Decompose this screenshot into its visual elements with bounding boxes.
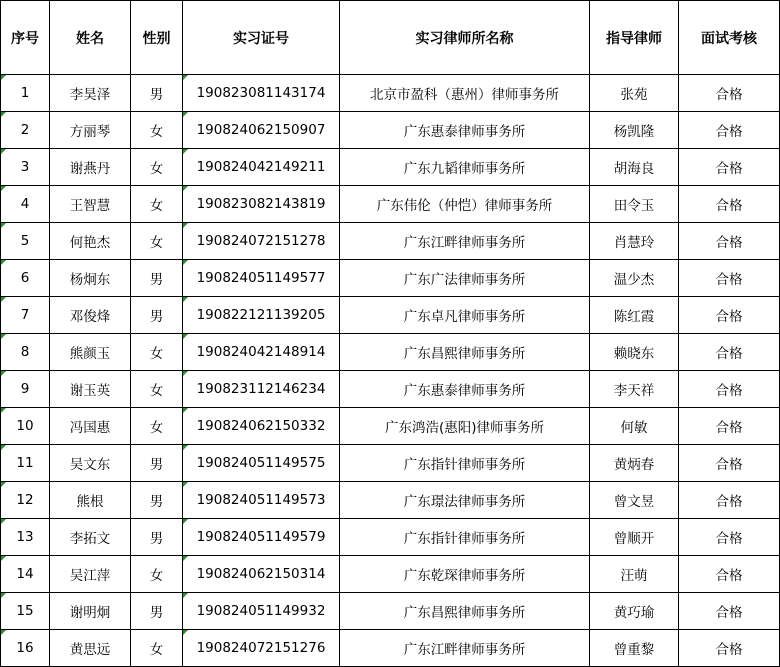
cell-certificate-number: 190824042149211 bbox=[183, 149, 340, 186]
cell-interview-result: 合格 bbox=[679, 593, 780, 630]
cell-gender: 男 bbox=[131, 297, 183, 334]
cell-law-firm: 广东江畔律师事务所 bbox=[340, 223, 590, 260]
cell-law-firm: 广东广法律师事务所 bbox=[340, 260, 590, 297]
cell-name: 杨炯东 bbox=[50, 260, 131, 297]
cell-law-firm: 广东九韬律师事务所 bbox=[340, 149, 590, 186]
cell-supervising-lawyer: 李天祥 bbox=[590, 371, 679, 408]
cell-name: 邓俊烽 bbox=[50, 297, 131, 334]
cell-law-firm: 广东昌熙律师事务所 bbox=[340, 593, 590, 630]
cell-interview-result: 合格 bbox=[679, 556, 780, 593]
cell-supervising-lawyer: 胡海良 bbox=[590, 149, 679, 186]
table-row bbox=[1, 186, 780, 223]
cell-certificate-number: 190824042148914 bbox=[183, 334, 340, 371]
cell-name: 李拓文 bbox=[50, 519, 131, 556]
cell-name: 方丽琴 bbox=[50, 112, 131, 149]
cell-interview-result: 合格 bbox=[679, 334, 780, 371]
cell-index: 7 bbox=[1, 297, 50, 334]
cell-law-firm: 广东指针律师事务所 bbox=[340, 519, 590, 556]
cell-certificate-number: 190824051149932 bbox=[183, 593, 340, 630]
cell-index: 9 bbox=[1, 371, 50, 408]
table-row bbox=[1, 334, 780, 371]
cell-supervising-lawyer: 杨凯隆 bbox=[590, 112, 679, 149]
cell-name: 黄思远 bbox=[50, 630, 131, 667]
cell-interview-result: 合格 bbox=[679, 482, 780, 519]
cell-gender: 女 bbox=[131, 112, 183, 149]
cell-index: 10 bbox=[1, 408, 50, 445]
cell-gender: 女 bbox=[131, 186, 183, 223]
table-row bbox=[1, 260, 780, 297]
cell-gender: 男 bbox=[131, 445, 183, 482]
header-law-firm: 实习律师所名称 bbox=[340, 1, 590, 75]
cell-supervising-lawyer: 黄炳春 bbox=[590, 445, 679, 482]
cell-interview-result: 合格 bbox=[679, 445, 780, 482]
cell-interview-result: 合格 bbox=[679, 186, 780, 223]
table-row bbox=[1, 445, 780, 482]
cell-name: 何艳杰 bbox=[50, 223, 131, 260]
cell-law-firm: 广东江畔律师事务所 bbox=[340, 630, 590, 667]
table-row bbox=[1, 371, 780, 408]
cell-certificate-number: 190822121139205 bbox=[183, 297, 340, 334]
cell-name: 吴江萍 bbox=[50, 556, 131, 593]
cell-supervising-lawyer: 陈红霞 bbox=[590, 297, 679, 334]
cell-gender: 男 bbox=[131, 482, 183, 519]
cell-supervising-lawyer: 田令玉 bbox=[590, 186, 679, 223]
cell-index: 1 bbox=[1, 75, 50, 112]
cell-certificate-number: 190824072151276 bbox=[183, 630, 340, 667]
cell-name: 谢玉英 bbox=[50, 371, 131, 408]
header-name: 姓名 bbox=[50, 1, 131, 75]
cell-law-firm: 广东惠泰律师事务所 bbox=[340, 112, 590, 149]
cell-supervising-lawyer: 曾文昱 bbox=[590, 482, 679, 519]
cell-gender: 女 bbox=[131, 630, 183, 667]
cell-certificate-number: 190824051149579 bbox=[183, 519, 340, 556]
cell-certificate-number: 190824051149575 bbox=[183, 445, 340, 482]
table-row bbox=[1, 149, 780, 186]
cell-name: 王智慧 bbox=[50, 186, 131, 223]
cell-certificate-number: 190823081143174 bbox=[183, 75, 340, 112]
cell-certificate-number: 190824062150314 bbox=[183, 556, 340, 593]
cell-law-firm: 广东昌熙律师事务所 bbox=[340, 334, 590, 371]
cell-law-firm: 广东鸿浩(惠阳)律师事务所 bbox=[340, 408, 590, 445]
cell-name: 谢燕丹 bbox=[50, 149, 131, 186]
cell-index: 8 bbox=[1, 334, 50, 371]
cell-supervising-lawyer: 肖慧玲 bbox=[590, 223, 679, 260]
cell-interview-result: 合格 bbox=[679, 519, 780, 556]
cell-supervising-lawyer: 黄巧瑜 bbox=[590, 593, 679, 630]
cell-interview-result: 合格 bbox=[679, 371, 780, 408]
cell-index: 3 bbox=[1, 149, 50, 186]
cell-name: 吴文东 bbox=[50, 445, 131, 482]
table-row bbox=[1, 297, 780, 334]
cell-gender: 男 bbox=[131, 75, 183, 112]
cell-interview-result: 合格 bbox=[679, 408, 780, 445]
cell-law-firm: 广东指针律师事务所 bbox=[340, 445, 590, 482]
cell-certificate-number: 190824072151278 bbox=[183, 223, 340, 260]
cell-index: 4 bbox=[1, 186, 50, 223]
cell-certificate-number: 190824062150907 bbox=[183, 112, 340, 149]
cell-certificate-number: 190823112146234 bbox=[183, 371, 340, 408]
cell-law-firm: 北京市盈科（惠州）律师事务所 bbox=[340, 75, 590, 112]
cell-gender: 女 bbox=[131, 223, 183, 260]
header-index: 序号 bbox=[1, 1, 50, 75]
table-row bbox=[1, 519, 780, 556]
cell-name: 冯国惠 bbox=[50, 408, 131, 445]
table-body bbox=[1, 75, 780, 667]
cell-interview-result: 合格 bbox=[679, 75, 780, 112]
cell-interview-result: 合格 bbox=[679, 223, 780, 260]
cell-index: 13 bbox=[1, 519, 50, 556]
cell-index: 2 bbox=[1, 112, 50, 149]
cell-index: 6 bbox=[1, 260, 50, 297]
cell-gender: 男 bbox=[131, 519, 183, 556]
cell-law-firm: 广东惠泰律师事务所 bbox=[340, 371, 590, 408]
cell-supervising-lawyer: 何敏 bbox=[590, 408, 679, 445]
cell-interview-result: 合格 bbox=[679, 149, 780, 186]
table-row bbox=[1, 75, 780, 112]
cell-gender: 女 bbox=[131, 334, 183, 371]
header-gender: 性别 bbox=[131, 1, 183, 75]
cell-law-firm: 广东乾琛律师事务所 bbox=[340, 556, 590, 593]
table-row bbox=[1, 223, 780, 260]
cell-supervising-lawyer: 汪萌 bbox=[590, 556, 679, 593]
cell-interview-result: 合格 bbox=[679, 630, 780, 667]
cell-supervising-lawyer: 曾顺开 bbox=[590, 519, 679, 556]
cell-index: 15 bbox=[1, 593, 50, 630]
table-row bbox=[1, 408, 780, 445]
cell-gender: 女 bbox=[131, 371, 183, 408]
cell-gender: 女 bbox=[131, 408, 183, 445]
cell-certificate-number: 190823082143819 bbox=[183, 186, 340, 223]
cell-interview-result: 合格 bbox=[679, 297, 780, 334]
cell-gender: 女 bbox=[131, 556, 183, 593]
cell-law-firm: 广东璟法律师事务所 bbox=[340, 482, 590, 519]
table-row bbox=[1, 593, 780, 630]
cell-index: 12 bbox=[1, 482, 50, 519]
table-row bbox=[1, 482, 780, 519]
cell-gender: 女 bbox=[131, 149, 183, 186]
cell-supervising-lawyer: 曾重黎 bbox=[590, 630, 679, 667]
cell-name: 谢明炯 bbox=[50, 593, 131, 630]
table-row bbox=[1, 630, 780, 667]
cell-name: 熊颜玉 bbox=[50, 334, 131, 371]
cell-index: 16 bbox=[1, 630, 50, 667]
header-row bbox=[1, 1, 780, 75]
cell-gender: 男 bbox=[131, 593, 183, 630]
cell-certificate-number: 190824051149573 bbox=[183, 482, 340, 519]
header-supervising-lawyer: 指导律师 bbox=[590, 1, 679, 75]
cell-supervising-lawyer: 赖晓东 bbox=[590, 334, 679, 371]
cell-name: 熊根 bbox=[50, 482, 131, 519]
cell-law-firm: 广东伟伦（仲恺）律师事务所 bbox=[340, 186, 590, 223]
cell-name: 李昊泽 bbox=[50, 75, 131, 112]
cell-certificate-number: 190824062150332 bbox=[183, 408, 340, 445]
cell-interview-result: 合格 bbox=[679, 112, 780, 149]
header-certificate-number: 实习证号 bbox=[183, 1, 340, 75]
cell-law-firm: 广东卓凡律师事务所 bbox=[340, 297, 590, 334]
cell-certificate-number: 190824051149577 bbox=[183, 260, 340, 297]
header-interview-result: 面试考核 bbox=[679, 1, 780, 75]
cell-supervising-lawyer: 温少杰 bbox=[590, 260, 679, 297]
cell-gender: 男 bbox=[131, 260, 183, 297]
table-row bbox=[1, 556, 780, 593]
cell-index: 5 bbox=[1, 223, 50, 260]
cell-interview-result: 合格 bbox=[679, 260, 780, 297]
cell-supervising-lawyer: 张苑 bbox=[590, 75, 679, 112]
table-row bbox=[1, 112, 780, 149]
cell-index: 14 bbox=[1, 556, 50, 593]
cell-index: 11 bbox=[1, 445, 50, 482]
